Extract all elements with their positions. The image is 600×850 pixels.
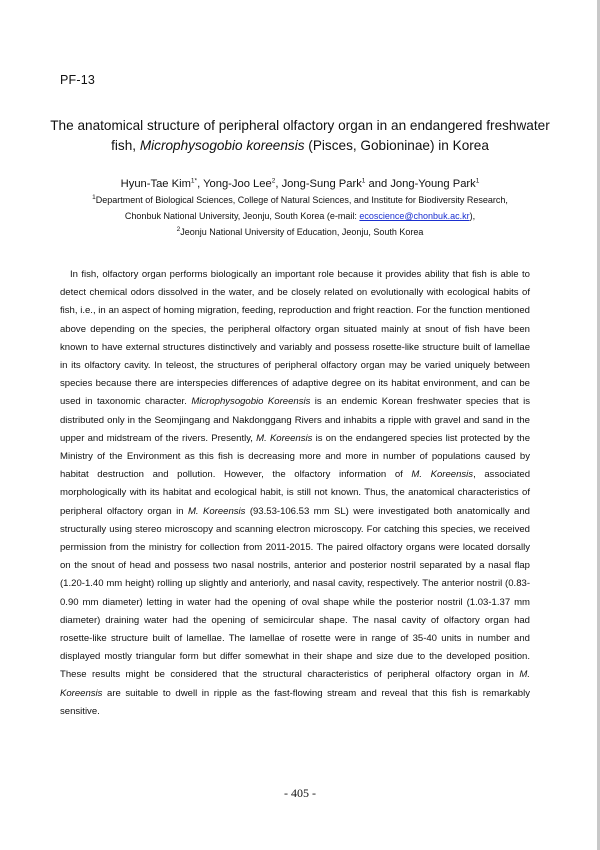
affiliations [40,192,560,240]
species-name: M. Koreensis [411,469,474,481]
author-list: Hyun-Tae Kim$^{1*}$, Yong-Joo Lee$^2$, Jong-Sung Park$^1$ and Jong-Young Park$^1$ [120,177,480,190]
species-name: M. Koreensis [60,669,530,699]
email-link[interactable]: ecoscience@chonbuk.ac.kr [359,211,470,221]
session-code: PF-13 [60,73,96,87]
abstract-text: (93.53-106.53 mm SL) were investigated both anatomically and structurally using stereo microscopy and scanning electron microscopy. For catching this species, we received permission from the ministry for collection from 2011-2015. The paired olfactory organs were located dorsally on the snout of head and possess two nasal nostrils, anterior and posterior nostril separated by a nasal flap (1.20-1.40 mm height) rolling up slightly and anteriorly, and nasal cavity, respectively. The anterior nostril (0.83-0.90 mm diameter) letting in water had the opening of oval shape while the posterior nostril (1.03-1.37 mm diameter) draining water had the opening of semicircular shape. The nasal cavity of olfactory organ had rosette-like structure built of lamellae. The lamellae of rosette were in range of 35-40 units in number and displayed mostly triangular form but differ somewhat in their shape and size due to the developed position. These results might be considered that the structural characteristics of peripheral olfactory organ in [60,505,530,681]
species-name: Microphysogobio koreensis [139,138,305,153]
abstract-text: is on the endangered species list protected by the Ministry of the Environment as this fish is decreasing more and more in number of populations caused by habitat destruction and pollution. However, the olfactory information of [60,432,530,481]
title-line-2: fish, Microphysogobio koreensis (Pisces, Gobioninae) in Korea [111,138,489,153]
author: Jong-Sung Park$^1$ [281,177,366,190]
species-name: M. Koreensis [187,505,246,517]
abstract-paragraph [60,266,530,721]
affiliation-1-line-2: Chonbuk National University, Jeonju, South Korea (e-mail: ecoscience@chonbuk.ac.kr), [124,211,476,221]
author: Yong-Joo Lee$^2$ [203,177,276,190]
author: Hyun-Tae Kim$^{1*}$ [120,177,198,190]
paper-title [40,116,560,156]
title-line-1: The anatomical structure of peripheral olfactory organ in an endangered freshwater [50,118,550,133]
author: Jong-Young Park$^1$ [390,177,480,190]
abstract-text: are suitable to dwell in ripple as the fast-flowing stream and reveal that this fish is remarkably sensitive. [60,687,530,717]
abstract-text: is an endemic Korean freshwater species that is distributed only in the Seomjingang and Nakdonggang Rivers and inhabits a ripple with gravel and sand in the upper and midstream of the rivers. Presently, [60,396,530,444]
abstract-text: , associated morphologically with its habitat and ecological habit, is still not known. Thus, the anatomical characteristics of peripheral olfactory organ in [60,469,531,517]
affiliation-1-line-1: $^1$Department of Biological Sciences, College of Natural Sciences, and Institute for Biodiversity Research, [92,194,508,205]
species-name: M. Koreensis [256,432,313,444]
page-number: - 405 - [284,786,316,800]
affiliation-2: $^2$Jeonju National University of Education, Jeonju, South Korea [176,226,424,237]
abstract-text: In fish, olfactory organ performs biologically an important role because it provides ability that fish is able to detect chemical odors dissolved in the water, and be closely related on evolutionally with ecological habits of fish, i.e., in an aspect of homing migration, feeding, reproduction and fright reaction. For the function mentioned above depending on the species, the peripheral olfactory organ situated mainly at snout of fish have been known to have external structures distinctively and variably and possess rosette-like structure built of lamellae in its olfactory cavity. In teleost, the structures of peripheral olfactory organ may be varied uniquely between species because there are interspecies differences of adaptive degree on its habitat environment, and can be used in taxonomic character. [60,269,530,408]
abstract [60,266,530,721]
species-name: Microphysogobio Koreensis [191,396,311,408]
